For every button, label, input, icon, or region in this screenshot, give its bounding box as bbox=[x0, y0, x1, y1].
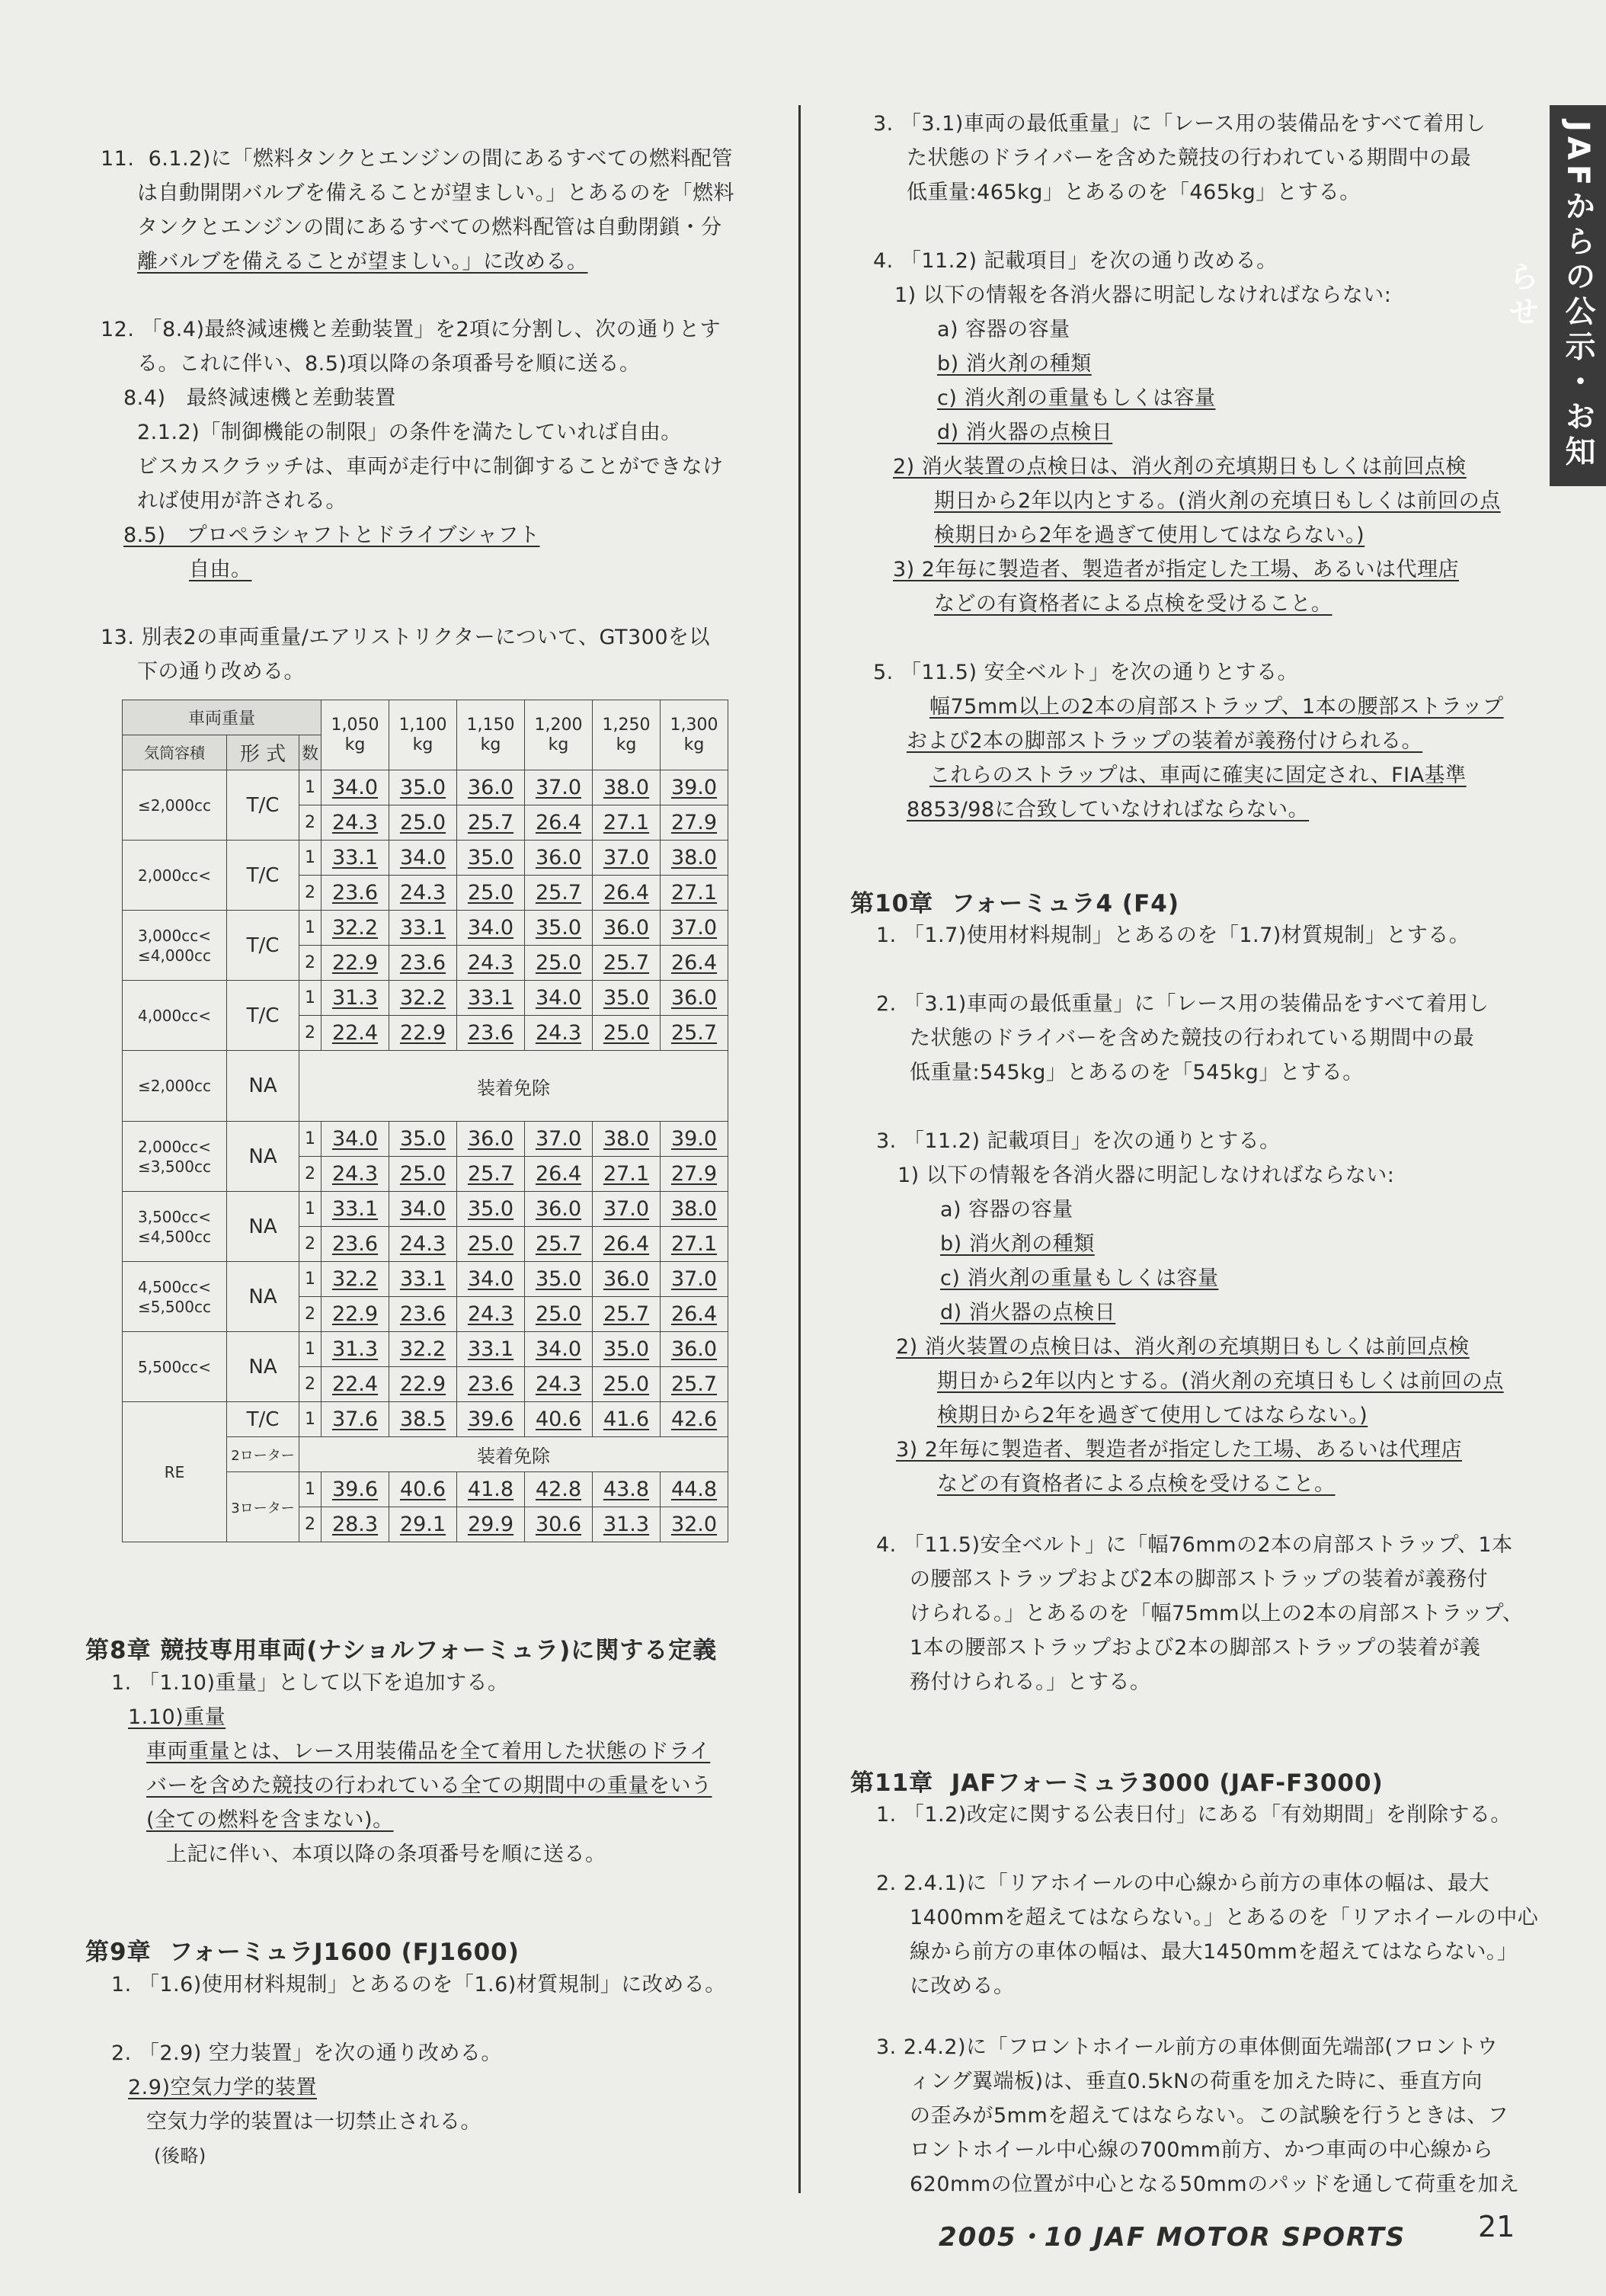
weight-value-cell: 34.0 bbox=[322, 770, 389, 805]
weight-value-cell: 35.0 bbox=[457, 841, 525, 876]
ch8-line4: バーを含めた競技の行われている全ての期間中の重量をいう bbox=[146, 1774, 712, 1798]
weight-value-cell: 33.1 bbox=[457, 981, 525, 1016]
weight-value-cell: 25.0 bbox=[593, 1367, 661, 1402]
weight-value-cell: 35.0 bbox=[389, 1122, 457, 1157]
weight-value-cell: 32.2 bbox=[322, 1262, 389, 1297]
weight-value-cell: 34.0 bbox=[457, 911, 525, 946]
type-cell: T/C bbox=[227, 911, 299, 981]
type-cell: NA bbox=[227, 1122, 299, 1192]
weight-value-cell: 26.4 bbox=[661, 946, 728, 981]
weight-value-cell: 24.3 bbox=[322, 1157, 389, 1192]
ch10-line5: 3. 「11.2) 記載項目」を次の通りとする。 bbox=[876, 1129, 1281, 1153]
weight-value-cell: 23.6 bbox=[389, 1297, 457, 1332]
weight-value-cell: 39.6 bbox=[457, 1402, 525, 1437]
count-cell: 2 bbox=[299, 946, 322, 981]
ch10-line13: 検期日から2年を過ぎて使用してはならない。) bbox=[937, 1404, 1368, 1427]
item11-line3: タンクとエンジンの間にあるすべての燃料配管は自動閉鎖・分 bbox=[137, 216, 722, 239]
rotor-cell: 3ローター bbox=[227, 1472, 299, 1542]
table-row bbox=[123, 1122, 728, 1157]
weight-value-cell: 34.0 bbox=[525, 1332, 593, 1367]
r4-line9: 検期日から2年を過ぎて使用してはならない。) bbox=[934, 524, 1365, 547]
re-label-cell: RE bbox=[123, 1402, 227, 1542]
ch10-line16: 4. 「11.5)安全ベルト」に「幅76mmの2本の肩部ストラップ、1本 bbox=[876, 1533, 1513, 1557]
ch9-line2: 2. 「2.9) 空力装置」を次の通り改める。 bbox=[111, 2041, 502, 2065]
count-cell: 2 bbox=[299, 805, 322, 841]
weight-value-cell: 38.0 bbox=[593, 770, 661, 805]
r4-line1: 4. 「11.2) 記載項目」を次の通り改める。 bbox=[873, 249, 1278, 273]
r5-line1: 5. 「11.5) 安全ベルト」を次の通りとする。 bbox=[873, 661, 1299, 684]
type-cell: T/C bbox=[227, 1402, 299, 1437]
ch11-line10: 620mmの位置が中心となる50mmのパッドを通して荷重を加え bbox=[910, 2173, 1520, 2196]
weight-value-cell: 24.3 bbox=[457, 1297, 525, 1332]
weight-value-cell: 25.7 bbox=[525, 1227, 593, 1262]
displacement-cell: 3,000cc< ≤4,000cc bbox=[123, 911, 227, 981]
weight-value-cell: 36.0 bbox=[525, 841, 593, 876]
table-header-row bbox=[123, 700, 728, 735]
ch10-line9: c) 消火剤の重量もしくは容量 bbox=[940, 1266, 1219, 1290]
r4-line2: 1) 以下の情報を各消火器に明記しなければならない: bbox=[894, 283, 1392, 307]
weight-table bbox=[122, 700, 728, 1542]
displacement-cell: ≤2,000cc bbox=[123, 1051, 227, 1122]
r4-line8: 期日から2年以内とする。(消火剤の充填日もしくは前回の点 bbox=[934, 489, 1501, 513]
r4-line4: b) 消火剤の種類 bbox=[937, 352, 1092, 376]
weight-value-cell: 35.0 bbox=[525, 1262, 593, 1297]
count-cell: 2 bbox=[299, 876, 322, 911]
ch10-line18: けられる。」とあるのを「幅75mm以上の2本の肩部ストラップ、 bbox=[910, 1602, 1524, 1625]
weight-header: 車両重量 bbox=[123, 700, 322, 735]
weight-column-header: 1,050 kg bbox=[322, 700, 389, 770]
ch10-line8: b) 消火剤の種類 bbox=[940, 1232, 1095, 1256]
weight-column-header: 1,100 kg bbox=[389, 700, 457, 770]
ch9-line1: 1. 「1.6)使用材料規制」とあるのを「1.6)材質規制」に改める。 bbox=[111, 1973, 726, 1997]
weight-value-cell: 37.0 bbox=[593, 1192, 661, 1227]
weight-value-cell: 35.0 bbox=[389, 770, 457, 805]
weight-value-cell: 27.1 bbox=[661, 1227, 728, 1262]
weight-value-cell: 24.3 bbox=[457, 946, 525, 981]
weight-value-cell: 31.3 bbox=[322, 1332, 389, 1367]
weight-value-cell: 25.7 bbox=[661, 1016, 728, 1051]
type-cell: T/C bbox=[227, 981, 299, 1051]
count-cell: 2 bbox=[299, 1507, 322, 1542]
ch10-line14: 3) 2年毎に製造者、製造者が指定した工場、あるいは代理店 bbox=[896, 1438, 1462, 1462]
weight-value-cell: 33.1 bbox=[389, 1262, 457, 1297]
weight-column-header: 1,150 kg bbox=[457, 700, 525, 770]
count-header: 数 bbox=[299, 735, 322, 770]
ch10-line12: 期日から2年以内とする。(消火剤の充填日もしくは前回の点 bbox=[937, 1369, 1504, 1393]
displacement-cell: 2,000cc< bbox=[123, 841, 227, 911]
weight-value-cell: 26.4 bbox=[593, 1227, 661, 1262]
weight-value-cell: 39.0 bbox=[661, 1122, 728, 1157]
weight-value-cell: 25.0 bbox=[525, 946, 593, 981]
weight-value-cell: 26.4 bbox=[593, 876, 661, 911]
ch11-line6: 3. 2.4.2)に「フロントホイール前方の車体側面先端部(フロントウ bbox=[876, 2035, 1499, 2059]
item11-line2: は自動開閉バルブを備えることが望ましい。」とあるのを「燃料 bbox=[137, 181, 734, 205]
weight-value-cell: 33.1 bbox=[457, 1332, 525, 1367]
weight-value-cell: 25.0 bbox=[525, 1297, 593, 1332]
weight-column-header: 1,200 kg bbox=[525, 700, 593, 770]
displacement-cell: 4,500cc< ≤5,500cc bbox=[123, 1262, 227, 1332]
weight-value-cell: 25.0 bbox=[593, 1016, 661, 1051]
r5-line3: および2本の脚部ストラップの装着が義務付けられる。 bbox=[907, 729, 1423, 753]
r3-line3: 低重量:465kg」とあるのを「465kg」とする。 bbox=[907, 181, 1361, 204]
weight-value-cell: 33.1 bbox=[322, 841, 389, 876]
weight-value-cell: 37.0 bbox=[661, 1262, 728, 1297]
weight-value-cell: 38.0 bbox=[661, 1192, 728, 1227]
ch10-line10: d) 消火器の点検日 bbox=[940, 1301, 1116, 1324]
weight-value-cell: 37.0 bbox=[525, 1122, 593, 1157]
weight-value-cell: 34.0 bbox=[457, 1262, 525, 1297]
weight-value-cell: 34.0 bbox=[322, 1122, 389, 1157]
column-divider bbox=[798, 105, 801, 2193]
ch10-line15: などの有資格者による点検を受けること。 bbox=[937, 1472, 1336, 1496]
displacement-cell: ≤2,000cc bbox=[123, 770, 227, 841]
weight-value-cell: 34.0 bbox=[389, 841, 457, 876]
displacement-cell: 2,000cc< ≤3,500cc bbox=[123, 1122, 227, 1192]
weight-column-header: 1,250 kg bbox=[593, 700, 661, 770]
ch11-line2: 2. 2.4.1)に「リアホイールの中心線から前方の車体の幅は、最大 bbox=[876, 1872, 1490, 1895]
weight-value-cell: 27.9 bbox=[661, 1157, 728, 1192]
ch10-line4: 低重量:545kg」とあるのを「545kg」とする。 bbox=[910, 1061, 1364, 1084]
count-cell: 2 bbox=[299, 1367, 322, 1402]
weight-value-cell: 27.1 bbox=[661, 876, 728, 911]
table-row bbox=[123, 770, 728, 805]
weight-value-cell: 35.0 bbox=[593, 1332, 661, 1367]
count-cell: 2 bbox=[299, 1227, 322, 1262]
ch11-line3: 1400mmを超えてはならない。」とあるのを「リアホイールの中心 bbox=[910, 1906, 1539, 1929]
weight-value-cell: 34.0 bbox=[525, 981, 593, 1016]
count-cell: 1 bbox=[299, 911, 322, 946]
type-cell: NA bbox=[227, 1192, 299, 1262]
count-cell: 1 bbox=[299, 1332, 322, 1367]
weight-value-cell: 35.0 bbox=[525, 911, 593, 946]
item12-line2: る。これに伴い、8.5)項以降の条項番号を順に送る。 bbox=[137, 352, 641, 376]
weight-value-cell: 33.1 bbox=[322, 1192, 389, 1227]
ch8-line2: 1.10)重量 bbox=[128, 1705, 226, 1729]
weight-value-cell: 22.4 bbox=[322, 1367, 389, 1402]
r4-line10: 3) 2年毎に製造者、製造者が指定した工場、あるいは代理店 bbox=[893, 558, 1459, 581]
ch11-line5: に改める。 bbox=[910, 1974, 1015, 1998]
r5-line2: 幅75mm以上の2本の肩部ストラップ、1本の腰部ストラップ bbox=[929, 695, 1504, 719]
weight-value-cell: 38.0 bbox=[593, 1122, 661, 1157]
r4-line11: などの有資格者による点検を受けること。 bbox=[934, 592, 1332, 616]
item13-line2: 下の通り改める。 bbox=[137, 660, 305, 684]
weight-value-cell: 25.0 bbox=[389, 805, 457, 841]
weight-value-cell: 23.6 bbox=[457, 1016, 525, 1051]
ch11-line4: 線から前方の車体の幅は、最大1450mmを超えてはならない。」 bbox=[910, 1940, 1518, 1964]
weight-value-cell: 39.0 bbox=[661, 770, 728, 805]
count-cell: 2 bbox=[299, 1016, 322, 1051]
weight-value-cell: 42.8 bbox=[525, 1472, 593, 1507]
weight-value-cell: 36.0 bbox=[525, 1192, 593, 1227]
table-row bbox=[123, 1192, 728, 1227]
weight-value-cell: 22.9 bbox=[322, 946, 389, 981]
weight-value-cell: 22.9 bbox=[389, 1016, 457, 1051]
ch10-line6: 1) 以下の情報を各消火器に明記しなければならない: bbox=[897, 1164, 1395, 1187]
weight-value-cell: 41.6 bbox=[593, 1402, 661, 1437]
ch11-line8: の歪みが5mmを超えてはならない。この試験を行うときは、フ bbox=[910, 2104, 1509, 2128]
exempt-cell: 装着免除 bbox=[299, 1051, 728, 1122]
count-cell: 2 bbox=[299, 1157, 322, 1192]
item12-line4: 2.1.2)「制御機能の制限」の条件を満たしていれば自由。 bbox=[137, 421, 682, 444]
chapter11-title: 第11章 JAFフォーミュラ3000 (JAF-F3000) bbox=[850, 1769, 1384, 1797]
weight-value-cell: 40.6 bbox=[525, 1402, 593, 1437]
ch10-line19: 1本の腰部ストラップおよび2本の脚部ストラップの装着が義 bbox=[910, 1636, 1481, 1660]
item12-line5: ビスカスクラッチは、車両が走行中に制御することができなけ bbox=[137, 455, 724, 479]
weight-value-cell: 25.7 bbox=[457, 1157, 525, 1192]
rotor-cell: 2ローター bbox=[227, 1437, 299, 1472]
item11-line4: 離バルブを備えることが望ましい。」に改める。 bbox=[137, 250, 588, 274]
table-row bbox=[123, 981, 728, 1016]
weight-value-cell: 29.9 bbox=[457, 1507, 525, 1542]
ch8-line5: (全ての燃料を含まない)。 bbox=[146, 1808, 394, 1832]
weight-value-cell: 43.8 bbox=[593, 1472, 661, 1507]
weight-value-cell: 36.0 bbox=[457, 1122, 525, 1157]
weight-value-cell: 24.3 bbox=[389, 876, 457, 911]
page-number: 21 bbox=[1478, 2210, 1515, 2243]
weight-value-cell: 22.9 bbox=[322, 1297, 389, 1332]
weight-value-cell: 37.0 bbox=[661, 911, 728, 946]
ch8-line1: 1. 「1.10)重量」として以下を追加する。 bbox=[111, 1671, 509, 1695]
ch10-line7: a) 容器の容量 bbox=[940, 1198, 1073, 1222]
section-tab: JAFからの公示・お知らせ bbox=[1550, 105, 1606, 486]
r3-line2: た状態のドライバーを含めた競技の行われている期間中の最 bbox=[907, 146, 1472, 170]
weight-value-cell: 35.0 bbox=[593, 981, 661, 1016]
weight-value-cell: 36.0 bbox=[661, 981, 728, 1016]
weight-value-cell: 30.6 bbox=[525, 1507, 593, 1542]
r5-line5: 8853/98に合致していなければならない。 bbox=[907, 798, 1310, 821]
weight-value-cell: 36.0 bbox=[593, 1262, 661, 1297]
ch9-line5: (後略) bbox=[154, 2145, 206, 2166]
weight-value-cell: 25.0 bbox=[389, 1157, 457, 1192]
item12-line6: れば使用が許される。 bbox=[137, 489, 347, 513]
count-cell: 1 bbox=[299, 981, 322, 1016]
weight-value-cell: 26.4 bbox=[525, 805, 593, 841]
ch10-line2: 2. 「3.1)車両の最低重量」に「レース用の装備品をすべて着用し bbox=[876, 992, 1489, 1016]
chapter8-title: 第8章 競技専用車両(ナショルフォーミュラ)に関する定義 bbox=[85, 1637, 718, 1664]
weight-value-cell: 27.1 bbox=[593, 1157, 661, 1192]
weight-value-cell: 34.0 bbox=[389, 1192, 457, 1227]
weight-value-cell: 41.8 bbox=[457, 1472, 525, 1507]
count-cell: 2 bbox=[299, 1297, 322, 1332]
weight-value-cell: 35.0 bbox=[457, 1192, 525, 1227]
weight-value-cell: 24.3 bbox=[322, 805, 389, 841]
weight-value-cell: 33.1 bbox=[389, 911, 457, 946]
weight-value-cell: 26.4 bbox=[661, 1297, 728, 1332]
weight-value-cell: 23.6 bbox=[389, 946, 457, 981]
ch10-line1: 1. 「1.7)使用材料規制」とあるのを「1.7)材質規制」とする。 bbox=[876, 924, 1470, 947]
item12-line3: 8.4) 最終減速機と差動装置 bbox=[123, 386, 396, 410]
weight-value-cell: 36.0 bbox=[661, 1332, 728, 1367]
r4-line5: c) 消火剤の重量もしくは容量 bbox=[937, 386, 1216, 410]
weight-value-cell: 29.1 bbox=[389, 1507, 457, 1542]
item12-line8: 自由。 bbox=[189, 558, 252, 581]
table-row bbox=[123, 1262, 728, 1297]
ch9-line3: 2.9)空気力学的装置 bbox=[128, 2076, 317, 2099]
count-cell: 1 bbox=[299, 1472, 322, 1507]
ch10-line11: 2) 消火装置の点検日は、消火剤の充填期日もしくは前回点検 bbox=[896, 1335, 1470, 1359]
item11-line1: 11. 6.1.2)に「燃料タンクとエンジンの間にあるすべての燃料配管 bbox=[101, 147, 733, 171]
item12-line1: 12. 「8.4)最終減速機と差動装置」を2項に分割し、次の通りとす bbox=[101, 318, 721, 341]
ch10-line17: の腰部ストラップおよび2本の脚部ストラップの装着が義務付 bbox=[910, 1567, 1489, 1591]
chapter9-title: 第9章 フォーミュラJ1600 (FJ1600) bbox=[85, 1939, 520, 1966]
type-cell: T/C bbox=[227, 770, 299, 841]
weight-value-cell: 32.2 bbox=[389, 981, 457, 1016]
weight-value-cell: 27.1 bbox=[593, 805, 661, 841]
ch8-line3: 車両重量とは、レース用装備品を全て着用した状態のドライ bbox=[146, 1740, 711, 1763]
table-row bbox=[123, 1402, 728, 1437]
r4-line7: 2) 消火装置の点検日は、消火剤の充填期日もしくは前回点検 bbox=[893, 455, 1467, 479]
ch11-line7: ィング翼端板)は、垂直0.5kNの荷重を加えた時に、垂直方向 bbox=[910, 2070, 1483, 2093]
weight-value-cell: 40.6 bbox=[389, 1472, 457, 1507]
weight-value-cell: 23.6 bbox=[322, 876, 389, 911]
type-header: 形 式 bbox=[227, 735, 299, 770]
weight-value-cell: 24.3 bbox=[389, 1227, 457, 1262]
table-row bbox=[123, 911, 728, 946]
type-cell: T/C bbox=[227, 841, 299, 911]
weight-value-cell: 31.3 bbox=[593, 1507, 661, 1542]
weight-value-cell: 31.3 bbox=[322, 981, 389, 1016]
weight-value-cell: 25.7 bbox=[525, 876, 593, 911]
ch10-line20: 務付けられる。」とする。 bbox=[910, 1670, 1151, 1694]
count-cell: 1 bbox=[299, 841, 322, 876]
weight-value-cell: 25.0 bbox=[457, 1227, 525, 1262]
weight-value-cell: 36.0 bbox=[593, 911, 661, 946]
exempt-cell: 装着免除 bbox=[299, 1437, 728, 1472]
r4-line6: d) 消火器の点検日 bbox=[937, 421, 1113, 444]
ch9-line4: 空気力学的装置は一切禁止される。 bbox=[146, 2110, 481, 2134]
type-cell: NA bbox=[227, 1262, 299, 1332]
weight-value-cell: 37.0 bbox=[525, 770, 593, 805]
weight-value-cell: 25.0 bbox=[457, 876, 525, 911]
weight-value-cell: 24.3 bbox=[525, 1016, 593, 1051]
ch11-line1: 1. 「1.2)改定に関する公表日付」にある「有効期間」を削除する。 bbox=[876, 1803, 1512, 1827]
weight-value-cell: 36.0 bbox=[457, 770, 525, 805]
count-cell: 1 bbox=[299, 1262, 322, 1297]
r5-line4: これらのストラップは、車両に確実に固定され、FIA基準 bbox=[929, 764, 1467, 787]
count-cell: 1 bbox=[299, 1122, 322, 1157]
weight-value-cell: 32.2 bbox=[322, 911, 389, 946]
weight-value-cell: 32.2 bbox=[389, 1332, 457, 1367]
displacement-cell: 5,500cc< bbox=[123, 1332, 227, 1402]
weight-value-cell: 38.0 bbox=[661, 841, 728, 876]
displacement-cell: 3,500cc< ≤4,500cc bbox=[123, 1192, 227, 1262]
weight-value-cell: 22.4 bbox=[322, 1016, 389, 1051]
count-cell: 1 bbox=[299, 1192, 322, 1227]
ch11-line9: ロントホイール中心線の700mm前方、かつ車両の中心線から bbox=[910, 2138, 1494, 2162]
weight-value-cell: 26.4 bbox=[525, 1157, 593, 1192]
weight-column-header: 1,300 kg bbox=[661, 700, 728, 770]
r4-line3: a) 容器の容量 bbox=[937, 318, 1070, 341]
weight-value-cell: 37.0 bbox=[593, 841, 661, 876]
weight-value-cell: 22.9 bbox=[389, 1367, 457, 1402]
magazine-footer: 2005・10 JAF MOTOR SPORTS bbox=[939, 2222, 1406, 2253]
weight-value-cell: 39.6 bbox=[322, 1472, 389, 1507]
weight-value-cell: 37.6 bbox=[322, 1402, 389, 1437]
item13-line1: 13. 別表2の車両重量/エアリストリクターについて、GT300を以 bbox=[101, 626, 711, 649]
weight-value-cell: 25.7 bbox=[593, 946, 661, 981]
weight-value-cell: 25.7 bbox=[661, 1367, 728, 1402]
ch8-line6: 上記に伴い、本項以降の条項番号を順に送る。 bbox=[166, 1843, 606, 1866]
table-row bbox=[123, 1332, 728, 1367]
weight-value-cell: 24.3 bbox=[525, 1367, 593, 1402]
displacement-cell: 4,000cc< bbox=[123, 981, 227, 1051]
type-cell: NA bbox=[227, 1332, 299, 1402]
item12-line7: 8.5) プロペラシャフトとドライブシャフト bbox=[123, 524, 540, 547]
weight-value-cell: 42.6 bbox=[661, 1402, 728, 1437]
weight-value-cell: 44.8 bbox=[661, 1472, 728, 1507]
weight-value-cell: 27.9 bbox=[661, 805, 728, 841]
weight-value-cell: 23.6 bbox=[457, 1367, 525, 1402]
r3-line1: 3. 「3.1)車両の最低重量」に「レース用の装備品をすべて着用し bbox=[873, 112, 1486, 136]
count-cell: 1 bbox=[299, 770, 322, 805]
displacement-header: 気筒容積 bbox=[123, 735, 227, 770]
count-cell: 1 bbox=[299, 1402, 322, 1437]
type-cell: NA bbox=[227, 1051, 299, 1122]
weight-value-cell: 28.3 bbox=[322, 1507, 389, 1542]
chapter10-title: 第10章 フォーミュラ4 (F4) bbox=[850, 890, 1179, 917]
table-row bbox=[123, 1051, 728, 1122]
ch10-line3: た状態のドライバーを含めた競技の行われている期間中の最 bbox=[910, 1026, 1475, 1050]
weight-value-cell: 32.0 bbox=[661, 1507, 728, 1542]
weight-value-cell: 38.5 bbox=[389, 1402, 457, 1437]
weight-value-cell: 25.7 bbox=[593, 1297, 661, 1332]
table-row bbox=[123, 841, 728, 876]
weight-value-cell: 25.7 bbox=[457, 805, 525, 841]
weight-value-cell: 23.6 bbox=[322, 1227, 389, 1262]
